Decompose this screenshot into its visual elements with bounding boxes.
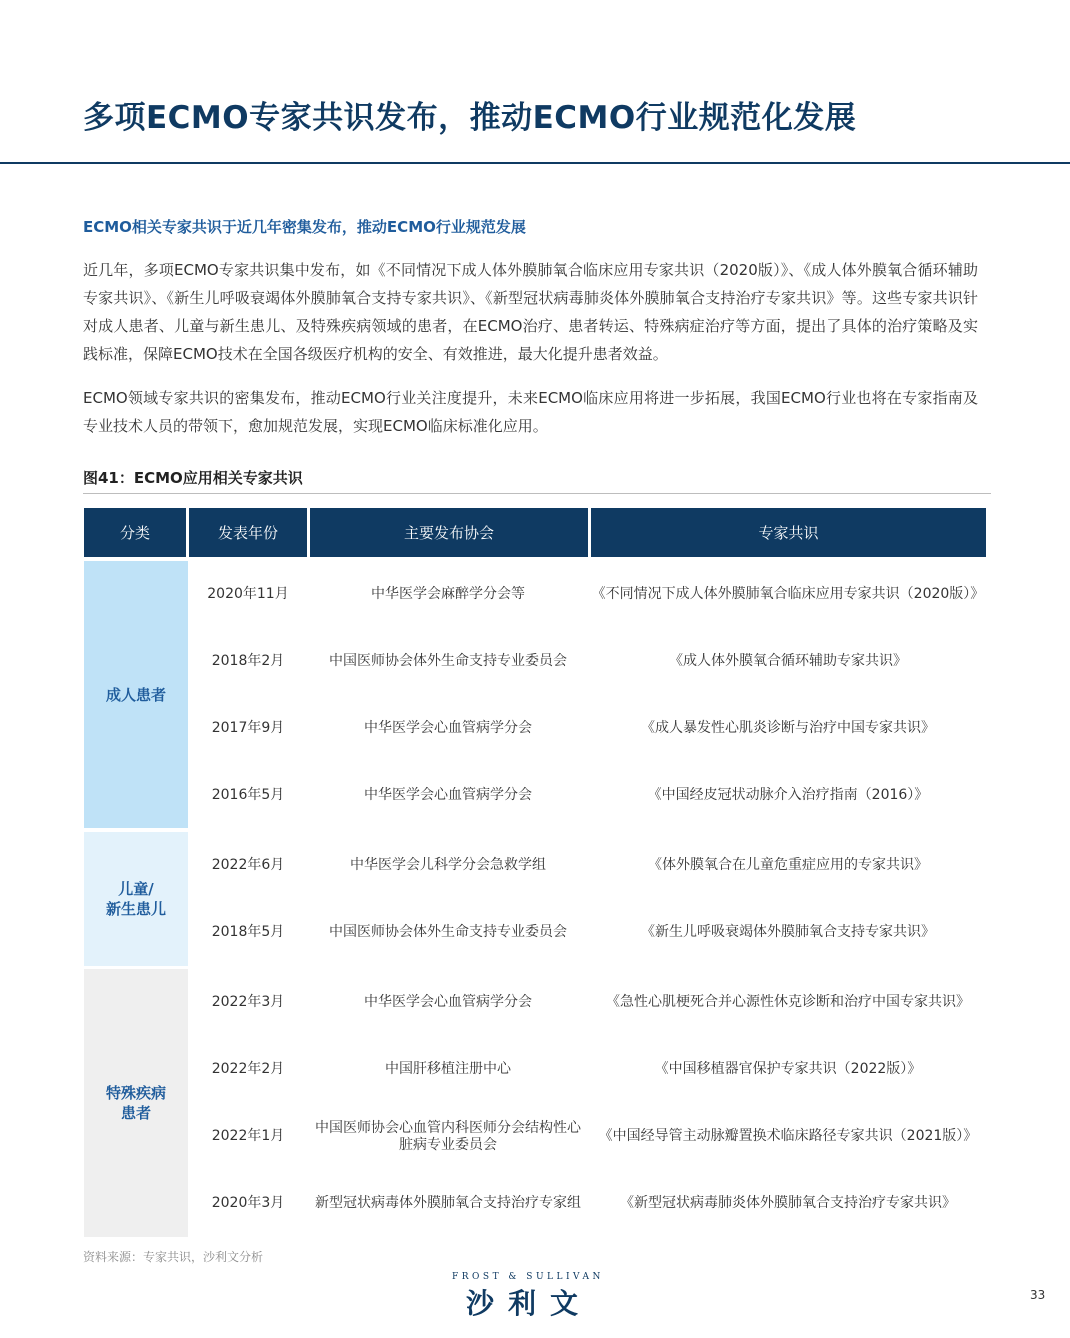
brand-english: FROST & SULLIVAN <box>452 1272 604 1282</box>
row-association: 新型冠状病毒体外膜肺氧合支持治疗专家组 <box>315 1195 581 1211</box>
table-row <box>189 762 986 829</box>
row-consensus: 《新型冠状病毒肺炎体外膜肺氧合支持治疗专家共识》 <box>620 1195 956 1211</box>
row-association: 中华医学会心血管病学分会 <box>364 787 532 803</box>
header-year: 发表年份 <box>189 508 307 557</box>
table-row <box>189 695 986 762</box>
row-consensus: 《新生儿呼吸衰竭体外膜肺氧合支持专家共识》 <box>641 924 935 940</box>
row-date: 2020年11月 <box>207 586 289 602</box>
row-consensus: 《成人体外膜氧合循环辅助专家共识》 <box>669 653 907 669</box>
table-row <box>189 899 986 966</box>
row-date: 2018年5月 <box>211 924 285 940</box>
paragraph-1: 近几年，多项ECMO专家共识集中发布，如《不同情况下成人体外膜肺氧合临床应用专家共识（2020版）》、《成人体外膜氧合循环辅助专家共识》、《新生儿呼吸衰竭体外膜肺氧合支持专家共识》、《新型冠状病毒肺炎体外膜肺氧合支持治疗专家共识》等。这些专家共识针对成人患者、儿童与新生患儿、及特殊疾病领域的患者，在ECMO治疗、患者转运、特殊病症治疗等方面，提出了具体的治疗策略及实践标准，保障ECMO技术在全国各级医疗机构的安全、有效推进，最大化提升患者效益。 <box>83 261 978 363</box>
row-date: 2018年2月 <box>211 653 285 669</box>
figure-title: 图41：ECMO应用相关专家共识 <box>83 469 303 487</box>
table-row <box>189 832 986 899</box>
row-association: 中国医师协会心血管内科医师分会结构性心脏病专业委员会 <box>315 1119 581 1153</box>
title-divider <box>0 162 1070 164</box>
source-note: 资料来源：专家共识，沙利文分析 <box>83 1250 264 1264</box>
page-number: 33 <box>1030 1288 1046 1302</box>
table-row <box>189 628 986 695</box>
table-row <box>189 1103 986 1170</box>
figure-divider <box>83 493 991 494</box>
header-association: 主要发布协会 <box>310 508 588 557</box>
row-association: 中国肝移植注册中心 <box>385 1061 511 1077</box>
category-child <box>84 832 188 966</box>
row-association: 中国医师协会体外生命支持专业委员会 <box>329 924 567 940</box>
row-association: 中华医学会儿科学分会急救学组 <box>350 857 546 873</box>
row-date: 2017年9月 <box>211 720 285 736</box>
row-consensus: 《中国经皮冠状动脉介入治疗指南（2016）》 <box>647 787 929 803</box>
row-consensus: 《急性心肌梗死合并心源性休克诊断和治疗中国专家共识》 <box>606 994 970 1010</box>
category-label: 儿童/ 新生患儿 <box>105 880 166 918</box>
table-row <box>189 1170 986 1237</box>
row-association: 中华医学会心血管病学分会 <box>364 994 532 1010</box>
header-consensus: 专家共识 <box>591 508 986 557</box>
page-title: 多项ECMO专家共识发布，推动ECMO行业规范化发展 <box>83 100 857 136</box>
row-consensus: 《不同情况下成人体外膜肺氧合临床应用专家共识（2020版）》 <box>591 586 985 602</box>
category-special <box>84 969 188 1237</box>
row-date: 2020年3月 <box>211 1195 285 1211</box>
row-association: 中华医学会心血管病学分会 <box>364 720 532 736</box>
row-date: 2022年1月 <box>211 1128 285 1144</box>
row-date: 2022年2月 <box>211 1061 285 1077</box>
row-date: 2016年5月 <box>211 787 285 803</box>
row-consensus: 《中国经导管主动脉瓣置换术临床路径专家共识（2021版）》 <box>598 1128 978 1144</box>
section-subheading: ECMO相关专家共识于近几年密集发布，推动ECMO行业规范发展 <box>83 218 526 236</box>
row-date: 2022年3月 <box>211 994 285 1010</box>
brand-chinese: 沙利文 <box>466 1287 593 1320</box>
category-label: 特殊疾病 患者 <box>105 1084 166 1122</box>
table-row <box>189 561 986 628</box>
row-date: 2022年6月 <box>211 857 285 873</box>
table-row <box>189 969 986 1036</box>
header-category: 分类 <box>84 508 186 557</box>
paragraph-2: ECMO领域专家共识的密集发布，推动ECMO行业关注度提升，未来ECMO临床应用将进一步拓展，我国ECMO行业也将在专家指南及专业技术人员的带领下，愈加规范发展，实现ECMO临床标准化应用。 <box>83 389 978 435</box>
row-association: 中华医学会麻醉学分会等 <box>371 586 525 602</box>
row-association: 中国医师协会体外生命支持专业委员会 <box>329 653 567 669</box>
category-adult <box>84 561 188 828</box>
row-consensus: 《成人暴发性心肌炎诊断与治疗中国专家共识》 <box>641 720 935 736</box>
row-consensus: 《中国移植器官保护专家共识（2022版）》 <box>654 1061 922 1077</box>
category-label: 成人患者 <box>105 685 166 704</box>
table-row <box>189 1036 986 1103</box>
row-consensus: 《体外膜氧合在儿童危重症应用的专家共识》 <box>648 857 928 873</box>
